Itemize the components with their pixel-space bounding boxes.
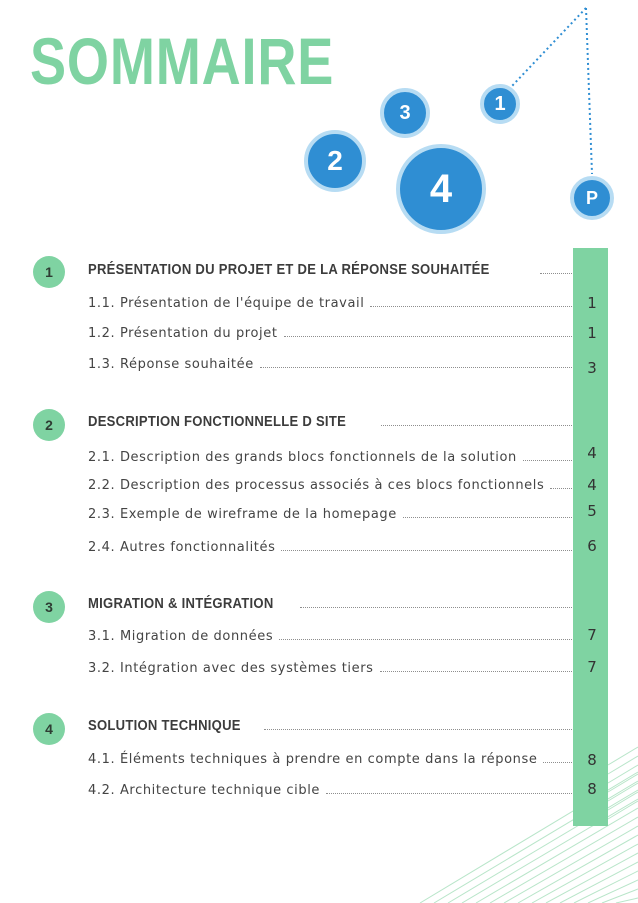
page-number: 4 — [587, 476, 597, 494]
dot-leader — [284, 335, 572, 337]
page-number: 8 — [587, 780, 597, 798]
entry-title: 2.4. Autres fonctionnalités — [88, 540, 276, 555]
section-number-badge: 1 — [33, 256, 65, 288]
entry-title: 2.1. Description des grands blocs fonctionnels de la solution — [88, 450, 517, 465]
dot-leader — [540, 272, 572, 274]
page-number: 4 — [587, 444, 597, 462]
entry-title: 4.2. Architecture technique cible — [88, 783, 321, 798]
dot-leader — [403, 516, 572, 518]
dot-leader — [300, 606, 572, 608]
toc-entry[interactable] — [88, 450, 573, 465]
entry-title: 4.1. Éléments techniques à prendre en compte dans la réponse — [88, 752, 538, 767]
dot-leader — [264, 728, 572, 730]
dot-leader — [326, 792, 572, 794]
toc-entry[interactable] — [88, 507, 573, 522]
entry-title: 1.1. Présentation de l'équipe de travail — [88, 296, 365, 311]
entry-title: 1.3. Réponse souhaitée — [88, 357, 254, 372]
section-title: DESCRIPTION FONCTIONNELLE D SITE — [88, 414, 347, 430]
page-number: 7 — [587, 626, 597, 644]
dot-leader — [543, 761, 572, 763]
toc-section-heading[interactable] — [88, 596, 573, 612]
dot-leader — [370, 305, 572, 307]
section-number-badge: 3 — [33, 591, 65, 623]
dot-leader — [381, 424, 572, 426]
toc-section-heading[interactable] — [88, 262, 573, 278]
page-number: 3 — [587, 359, 597, 377]
toc-entry[interactable] — [88, 661, 573, 676]
section-number-badge: 4 — [33, 713, 65, 745]
entry-title: 2.2. Description des processus associés à ces blocs fonctionnels — [88, 478, 545, 493]
dot-leader — [550, 487, 572, 489]
toc-entry[interactable] — [88, 752, 573, 767]
toc-entry[interactable] — [88, 357, 573, 372]
toc-section-heading[interactable] — [88, 718, 573, 734]
entry-title: 3.1. Migration de données — [88, 629, 274, 644]
dotted-connector-left — [512, 8, 586, 86]
page-number: 6 — [587, 537, 597, 555]
page-number: 8 — [587, 751, 597, 769]
toc-entry[interactable] — [88, 296, 573, 311]
dot-leader — [281, 549, 572, 551]
page-number: 7 — [587, 658, 597, 676]
bubble-1: 1 — [480, 84, 520, 124]
bubble-2: 2 — [304, 130, 366, 192]
toc-entry[interactable] — [88, 478, 573, 493]
toc-entry[interactable] — [88, 783, 573, 798]
dot-leader — [260, 366, 572, 368]
toc-entry[interactable] — [88, 326, 573, 341]
entry-title: 2.3. Exemple de wireframe de la homepage — [88, 507, 397, 522]
page-number: 1 — [587, 324, 597, 342]
page-number: 1 — [587, 294, 597, 312]
dot-leader — [380, 670, 572, 672]
page-title: SOMMAIRE — [30, 24, 335, 98]
entry-title: 1.2. Présentation du projet — [88, 326, 278, 341]
section-title: SOLUTION TECHNIQUE — [88, 718, 241, 734]
dot-leader — [523, 459, 572, 461]
bubble-4: 4 — [396, 144, 486, 234]
toc-entry[interactable] — [88, 540, 573, 555]
section-title: MIGRATION & INTÉGRATION — [88, 596, 274, 612]
toc-entry[interactable] — [88, 629, 573, 644]
section-number-badge: 2 — [33, 409, 65, 441]
dot-leader — [279, 638, 572, 640]
section-title: PRÉSENTATION DU PROJET ET DE LA RÉPONSE SOUHAITÉE — [88, 262, 490, 278]
page-column-header: P — [570, 176, 614, 220]
page-number: 5 — [587, 502, 597, 520]
bubble-3: 3 — [380, 88, 430, 138]
entry-title: 3.2. Intégration avec des systèmes tiers — [88, 661, 374, 676]
toc-section-heading[interactable] — [88, 414, 573, 430]
dotted-connector-right — [586, 8, 592, 174]
